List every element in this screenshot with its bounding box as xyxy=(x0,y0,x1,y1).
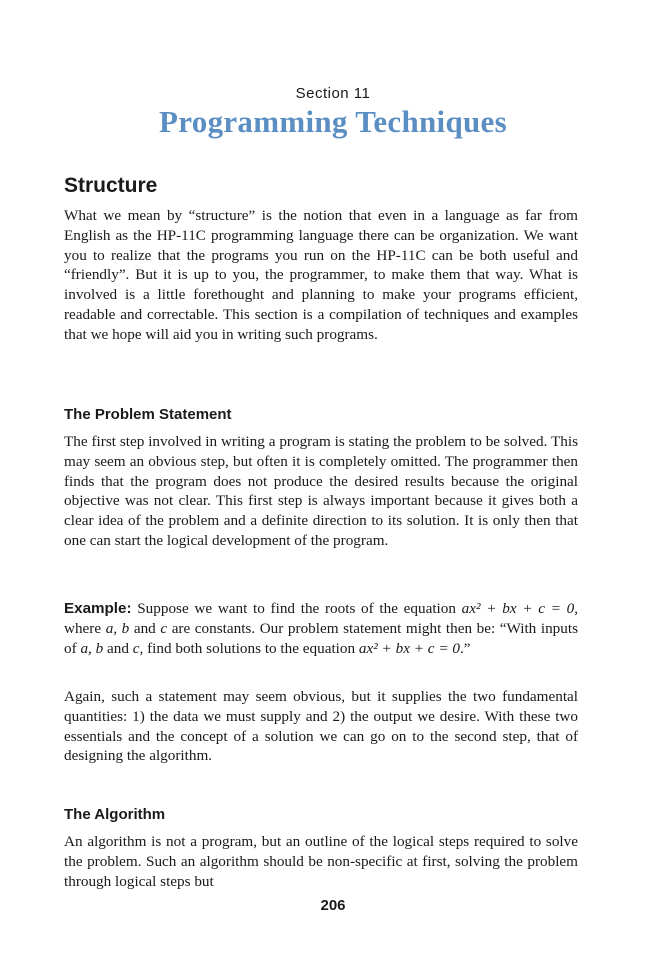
chapter-title: Programming Techniques xyxy=(159,104,507,139)
section-label: Section 11 xyxy=(295,85,371,102)
example-text: are constants. Our problem statement might then be: “With inputs of xyxy=(64,619,578,657)
variable: c xyxy=(160,619,168,637)
page-number: 206 xyxy=(320,897,346,914)
example-text: and xyxy=(103,639,133,657)
equation: ax² + bx + c = 0 xyxy=(358,639,460,657)
variable: c xyxy=(132,639,140,657)
paragraph-structure: What we mean by “structure” is the notion that even in a language as far from English as the HP-11C programming language there can be organization. We want you to realize that the programs you run on the HP-11C can be both useful and “friendly”. But it is up to you, the programmer, to make them that way. What is involved is a little forethought and planning to make your programs efficient, readable and correctable. This section is a compilation of techniques and examples that we hope will aid you in writing such programs. xyxy=(64,207,578,343)
paragraph-algorithm: An algorithm is not a program, but an outline of the logical steps required to solve the problem. Such an algorithm should be non-specific at first, solving the problem through logical steps but xyxy=(64,833,578,890)
example-text: , find both solutions to the equation xyxy=(139,639,359,657)
heading-structure: Structure xyxy=(64,174,158,197)
variable: a, b xyxy=(80,639,104,657)
paragraph-problem-statement: The first step involved in writing a program is stating the problem to be solved. This may seem an obvious step, but often it is completely omitted. The programmer then finds that the program does not produce the desired results because the original objective was not clear. This first step is always important because it gives both a clear idea of the problem and a definite direction to its solution. It is only then that one can start the logical development of the program. xyxy=(64,433,578,549)
example-text: .” xyxy=(459,639,471,657)
example-label: Example: xyxy=(64,600,132,617)
heading-problem-statement: The Problem Statement xyxy=(64,406,232,423)
example-text: and xyxy=(129,619,161,637)
variable: a, b xyxy=(105,619,130,637)
heading-algorithm: The Algorithm xyxy=(64,806,166,823)
example-text: Suppose we want to find the roots of the equation xyxy=(131,600,462,617)
paragraph-fundamentals: Again, such a statement may seem obvious, but it supplies the two fundamental quantities: 1) the data we must supply and 2) the output we desire. With these two essentials and the concept of a solution we can go on to the second step, that of designing the algorithm. xyxy=(64,688,578,765)
example-text: , where xyxy=(64,600,578,637)
equation: ax² + bx + c = 0 xyxy=(461,600,575,617)
paragraph-example xyxy=(64,599,578,658)
